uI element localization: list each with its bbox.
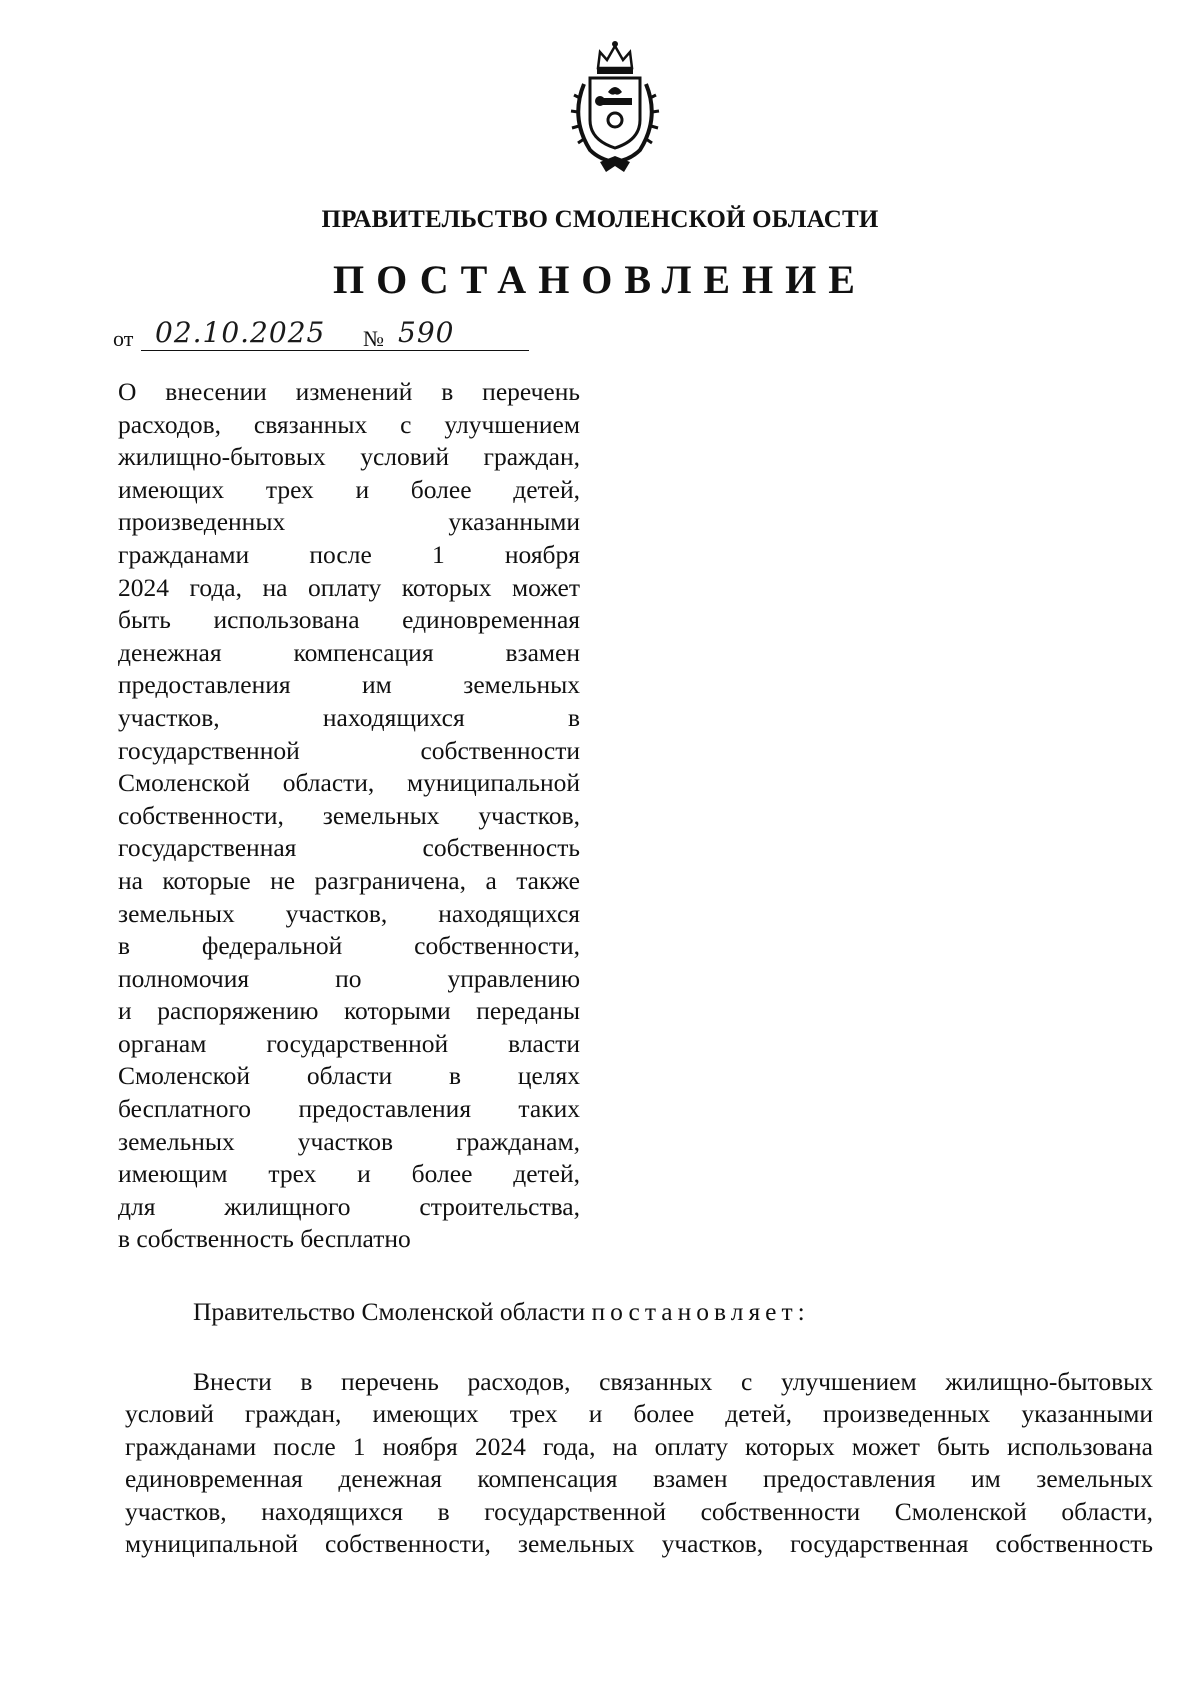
coat-of-arms-icon bbox=[560, 38, 670, 178]
title-line: Смоленской области, муниципальной bbox=[118, 768, 580, 798]
document-title bbox=[118, 376, 580, 1256]
body-line: Внести в перечень расходов, связанных с улучшением жилищно-бытовых bbox=[193, 1367, 1153, 1396]
title-line: земельных участков гражданам, bbox=[118, 1126, 580, 1156]
body-line: муниципальной собственности, земельных участков, государственная собственность bbox=[125, 1529, 1153, 1559]
title-line: в собственность бесплатно bbox=[118, 1224, 411, 1254]
title-line: 2024 года, на оплату которых может bbox=[118, 572, 580, 602]
title-line: и распоряжению которыми переданы bbox=[118, 996, 580, 1026]
title-line: государственной собственности bbox=[118, 735, 580, 765]
title-line: имеющим трех и более детей, bbox=[118, 1159, 580, 1189]
title-line: О внесении изменений в перечень bbox=[118, 377, 580, 406]
body-paragraph bbox=[125, 1366, 1153, 1560]
number-underline bbox=[393, 350, 529, 351]
decree-lead: Правительство Смоленской области bbox=[193, 1297, 586, 1326]
title-line: произведенных указанными bbox=[118, 507, 580, 537]
body-line: участков, находящихся в государственной собственности Смоленской области, bbox=[125, 1496, 1153, 1526]
decree-verb: постановляет: bbox=[591, 1297, 810, 1326]
title-line: на которые не разграничена, а также bbox=[118, 865, 580, 895]
document-type: ПОСТАНОВЛЕНИЕ bbox=[333, 257, 867, 302]
title-line: для жилищного строительства, bbox=[118, 1191, 580, 1221]
date-from-label: от bbox=[113, 326, 134, 351]
document-date: 02.10.2025 bbox=[155, 316, 326, 349]
title-line: участков, находящихся в bbox=[118, 702, 580, 732]
decree-formula bbox=[193, 1297, 810, 1327]
title-line: расходов, связанных с улучшением bbox=[118, 409, 580, 439]
title-line: бесплатного предоставления таких bbox=[118, 1094, 580, 1124]
document-number: 590 bbox=[398, 316, 455, 349]
title-line: жилищно-бытовых условий граждан, bbox=[118, 442, 580, 472]
number-label: № bbox=[363, 326, 384, 351]
title-line: государственная собственность bbox=[118, 833, 580, 863]
title-line: гражданами после 1 ноября bbox=[118, 539, 580, 569]
title-line: полномочия по управлению bbox=[118, 963, 580, 993]
title-line: быть использована единовременная bbox=[118, 605, 580, 635]
title-line: земельных участков, находящихся bbox=[118, 898, 580, 928]
title-line: Смоленской области в целях bbox=[118, 1061, 580, 1091]
title-line: имеющих трех и более детей, bbox=[118, 474, 580, 504]
title-line: денежная компенсация взамен bbox=[118, 637, 580, 667]
title-line: предоставления им земельных bbox=[118, 670, 580, 700]
title-line: в федеральной собственности, bbox=[118, 931, 580, 961]
body-line: условий граждан, имеющих трех и более детей, произведенных указанными bbox=[125, 1399, 1153, 1429]
body-line: единовременная денежная компенсация взамен предоставления им земельных bbox=[125, 1464, 1153, 1494]
body-line: гражданами после 1 ноября 2024 года, на оплату которых может быть использована bbox=[125, 1431, 1153, 1461]
organization-name: ПРАВИТЕЛЬСТВО СМОЛЕНСКОЙ ОБЛАСТИ bbox=[321, 206, 879, 233]
title-line: собственности, земельных участков, bbox=[118, 800, 580, 830]
title-line: органам государственной власти bbox=[118, 1028, 580, 1058]
